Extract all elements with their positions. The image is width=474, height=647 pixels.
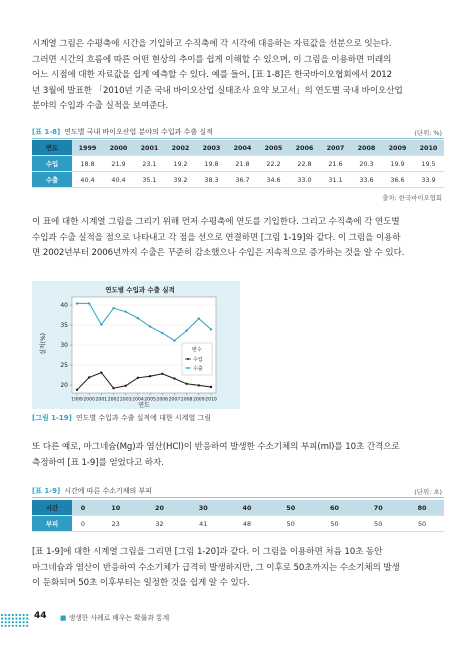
footer-dot — [15, 618, 17, 620]
x-tick-label: 2006 — [156, 397, 169, 403]
figure1-tag: [그림 1-19] — [32, 414, 72, 422]
table2-header-cell: 10 — [94, 500, 138, 516]
footer-dot — [15, 621, 17, 623]
x-tick-label: 2010 — [205, 397, 217, 403]
table2-header-cell: 시간 — [32, 500, 72, 516]
footer-dot — [19, 621, 21, 623]
table-cell: 19.2 — [165, 156, 196, 172]
table-row — [32, 156, 444, 172]
y-tick-label: 25 — [60, 362, 68, 369]
footer-dot — [5, 614, 7, 616]
footer-dot — [15, 625, 17, 627]
intro-line: 분야의 수입과 수출 실적을 보여준다. — [32, 101, 169, 112]
footer-dot — [23, 625, 25, 627]
table-cell: 40.4 — [103, 172, 134, 188]
table-cell: 19.5 — [413, 156, 444, 172]
table-cell: 33.0 — [289, 172, 320, 188]
footer-dot — [5, 625, 7, 627]
intro-line: 어느 시점에 대한 자료값을 쉽게 예측할 수 있다. 예를 들어, [표 1-8]은 한국바이오협회에서 2012 — [32, 70, 393, 81]
legend-swatch-export-marker — [187, 367, 189, 369]
table-cell: 40.4 — [72, 172, 103, 188]
footer-dot — [23, 618, 25, 620]
data-point-export — [185, 329, 187, 331]
table1-header-cell: 2008 — [351, 140, 382, 156]
data-point-export — [137, 317, 139, 319]
table1-header-cell: 2005 — [258, 140, 289, 156]
table2-unit: (단위: 초) — [414, 488, 442, 496]
data-point-import — [76, 389, 78, 391]
table-cell: 19.8 — [196, 156, 227, 172]
footer-dot — [1, 618, 3, 620]
table-cell: 34.6 — [258, 172, 289, 188]
table1-header-cell: 연도 — [32, 140, 72, 156]
table-cell: 32 — [138, 516, 182, 532]
chart-x-axis-label: 연도 — [138, 402, 150, 409]
footer-dot — [26, 618, 28, 620]
table1-header-cell: 2002 — [165, 140, 196, 156]
mid-line: 수입과 수출 실적을 점으로 나타내고 각 점을 선으로 연결하면 [그림 1-19]와 같다. 이 그림을 이용하 — [32, 232, 401, 243]
table-cell: 50 — [269, 516, 313, 532]
table-cell: 33.6 — [351, 172, 382, 188]
table-cell: 0 — [72, 516, 94, 532]
closing-line: [표 1-9]에 대한 시계열 그림을 그리면 [그림 1-20]과 같다. 이 그림을 이용하면 처음 10초 동안 — [32, 547, 383, 557]
footer-dot — [8, 618, 10, 620]
table-cell: 21.9 — [103, 156, 134, 172]
data-point-export — [198, 317, 200, 319]
table1-caption-text: 연도별 국내 바이오산업 분야의 수입과 수출 실적 — [64, 128, 213, 136]
table1-tag: [표 1-8] — [32, 128, 61, 136]
x-tick-label: 2000 — [83, 397, 96, 403]
footer-dot — [23, 621, 25, 623]
intro-line: 시계열 그림은 수평축에 시간을 기입하고 수직축에 각 시각에 대응하는 자료값을 선분으로 잇는다. — [32, 39, 392, 49]
legend-label-export: 수출 — [193, 366, 203, 372]
table1-caption — [32, 127, 213, 137]
figure1-caption-text: 연도별 수입과 수출 실적에 대한 시계열 그림 — [75, 414, 211, 422]
table2-header-cell: 40 — [225, 500, 269, 516]
x-tick-label: 2002 — [107, 397, 120, 403]
table-cell: 23.1 — [134, 156, 165, 172]
table-cell: 33.9 — [413, 172, 444, 188]
footer-dot — [19, 625, 21, 627]
table-cell: 18.8 — [72, 156, 103, 172]
table2-row-label: 부피 — [32, 516, 72, 532]
table1-top-rule — [32, 138, 444, 139]
table1-header-cell: 1999 — [72, 140, 103, 156]
table-cell: 50 — [313, 516, 357, 532]
figure1-caption — [32, 413, 211, 423]
y-tick-label: 20 — [60, 382, 68, 389]
table2-header-cell: 50 — [269, 500, 313, 516]
data-point-import — [149, 375, 151, 377]
footer-dot — [26, 625, 28, 627]
x-tick-label: 2007 — [168, 397, 181, 403]
table1-header-cell: 2004 — [227, 140, 258, 156]
chart-legend — [182, 343, 212, 375]
legend-title: 변수 — [192, 347, 202, 353]
table1-header-row — [32, 140, 444, 156]
footer-dot — [1, 614, 3, 616]
closing-paragraph — [32, 545, 444, 592]
y-tick-label: 40 — [60, 302, 68, 309]
data-point-import — [137, 377, 139, 379]
table-cell: 20.3 — [351, 156, 382, 172]
table2-header-row — [32, 500, 444, 516]
intro-line: 그러면 시간의 흐름에 따른 어떤 현상의 추이를 쉽게 이해할 수 있으며, 이 그림을 이용하면 미래의 — [32, 54, 392, 65]
table-cell: 39.2 — [165, 172, 196, 188]
table2-caption — [32, 486, 152, 496]
data-point-export — [100, 323, 102, 325]
table-row — [32, 516, 444, 532]
table1-header-cell: 2001 — [134, 140, 165, 156]
x-tick-label: 1999 — [71, 397, 83, 403]
legend-swatch-import-marker — [187, 358, 189, 360]
intro-paragraph — [32, 37, 444, 115]
table1-row-label: 수출 — [32, 172, 72, 188]
data-point-export — [76, 302, 78, 304]
table1-unit: (단위: %) — [414, 129, 442, 137]
mid-line: 이 표에 대한 시계열 그림을 그리기 위해 먼저 수평축에 연도를 기입한다. 그리고 수직축에 각 연도별 — [32, 217, 400, 227]
table-cell: 41 — [181, 516, 225, 532]
table2-top-rule — [32, 497, 444, 498]
footer-dot — [19, 618, 21, 620]
chart-y-axis-label: 실적(%) — [40, 333, 47, 355]
legend-label-import: 수입 — [193, 357, 203, 363]
data-point-export — [112, 307, 114, 309]
footer-dot — [26, 621, 28, 623]
footer-dot — [8, 625, 10, 627]
footer-dot — [23, 614, 25, 616]
table-cell: 36.6 — [382, 172, 413, 188]
table1-row-label: 수입 — [32, 156, 72, 172]
data-point-import — [88, 376, 90, 378]
footer-dot — [26, 614, 28, 616]
footer-dot — [15, 614, 17, 616]
intro-line: 년 3월에 발표한 「2010년 기준 국내 바이오산업 실태조사 요약 보고서」의 연도별 국내 바이오산업 — [32, 85, 403, 96]
table2-header-cell: 30 — [181, 500, 225, 516]
data-point-import — [125, 385, 127, 387]
x-tick-label: 2009 — [192, 397, 205, 403]
table-row — [32, 172, 444, 188]
table-cell: 31.1 — [320, 172, 351, 188]
footer-bullet-icon: ■ — [60, 614, 69, 622]
footer-dot — [5, 618, 7, 620]
table2-header-cell: 20 — [138, 500, 182, 516]
x-tick-label: 2004 — [132, 397, 144, 403]
table2-header-cell: 60 — [313, 500, 357, 516]
data-point-export — [161, 332, 163, 334]
data-point-import — [198, 384, 200, 386]
x-tick-label: 2001 — [95, 397, 108, 403]
table1-header-cell: 2000 — [103, 140, 134, 156]
data-point-import — [100, 371, 102, 373]
table2-header-cell: 80 — [400, 500, 444, 516]
table1 — [32, 140, 444, 188]
closing-line: 이 둔화되며 50초 이후부터는 일정한 것을 쉽게 알 수 있다. — [32, 578, 250, 589]
table1-source: 출처: 한국바이오협회 — [382, 194, 442, 202]
table-cell: 22.8 — [289, 156, 320, 172]
x-tick-label: 2005 — [144, 397, 156, 403]
table-cell: 21.6 — [320, 156, 351, 172]
data-point-export — [149, 325, 151, 327]
footer-dot — [5, 621, 7, 623]
table2-tag: [표 1-9] — [32, 487, 61, 495]
footer-dot — [12, 621, 14, 623]
data-point-import — [112, 387, 114, 389]
x-tick-label: 2008 — [180, 397, 193, 403]
table-cell: 22.2 — [258, 156, 289, 172]
footer-dot — [19, 614, 21, 616]
table-cell: 50 — [356, 516, 400, 532]
example-paragraph — [32, 440, 444, 471]
example-line: 측정하여 [표 1-9]를 얻었다고 하자. — [32, 457, 164, 468]
chart-title: 연도별 수입과 수출 실적 — [105, 286, 175, 294]
data-point-export — [173, 339, 175, 341]
y-tick-label: 30 — [60, 342, 68, 349]
data-point-export — [88, 302, 90, 304]
data-point-import — [173, 377, 175, 379]
table-cell: 21.8 — [227, 156, 258, 172]
table2 — [32, 500, 444, 532]
y-tick-label: 35 — [60, 322, 68, 329]
closing-line: 마그네슘과 염산이 반응하여 수소기체가 급격히 발생하지만, 그 이후로 50초까지는 수소기체의 발생 — [32, 562, 400, 573]
mid-paragraph — [32, 215, 444, 262]
footer-book-title-text: 생생한 사례로 배우는 확률과 통계 — [68, 614, 170, 622]
table-cell: 48 — [225, 516, 269, 532]
page-number: 44 — [34, 611, 47, 621]
footer-dot — [12, 618, 14, 620]
table-cell: 36.7 — [227, 172, 258, 188]
table1-header-cell: 2006 — [289, 140, 320, 156]
footer-dot — [8, 621, 10, 623]
table2-header-cell: 70 — [356, 500, 400, 516]
table-cell: 50 — [400, 516, 444, 532]
footer-dot — [12, 614, 14, 616]
footer-dot — [1, 625, 3, 627]
data-point-import — [161, 373, 163, 375]
x-tick-label: 2003 — [119, 397, 132, 403]
table-cell: 35.1 — [134, 172, 165, 188]
table-cell: 19.9 — [382, 156, 413, 172]
footer-dot — [1, 621, 3, 623]
data-point-export — [210, 328, 212, 330]
data-point-export — [125, 311, 127, 313]
table-cell: 23 — [94, 516, 138, 532]
data-point-import — [185, 383, 187, 385]
footer-book-title — [60, 612, 169, 622]
table1-header-cell: 2003 — [196, 140, 227, 156]
table1-header-cell: 2009 — [382, 140, 413, 156]
footer-dots — [1, 614, 28, 627]
time-series-chart — [32, 281, 240, 409]
table1-header-cell: 2007 — [320, 140, 351, 156]
footer-dot — [8, 614, 10, 616]
figure1-chart-panel — [32, 281, 240, 409]
table-cell: 38.3 — [196, 172, 227, 188]
footer-dot — [12, 625, 14, 627]
data-point-import — [210, 386, 212, 388]
table2-caption-text: 시간에 따른 수소기체의 부피 — [64, 487, 153, 495]
table2-header-cell: 0 — [72, 500, 94, 516]
table1-header-cell: 2010 — [413, 140, 444, 156]
mid-line: 면 2002년부터 2006년까지 수출은 꾸준히 감소했으나 수입은 지속적으로 증가하는 것을 알 수 있다. — [32, 248, 405, 259]
example-line: 또 다른 예로, 마그네슘(Mg)과 염산(HCl)이 반응하여 발생한 수소기체의 부피(ml)를 10초 간격으로 — [32, 442, 400, 452]
